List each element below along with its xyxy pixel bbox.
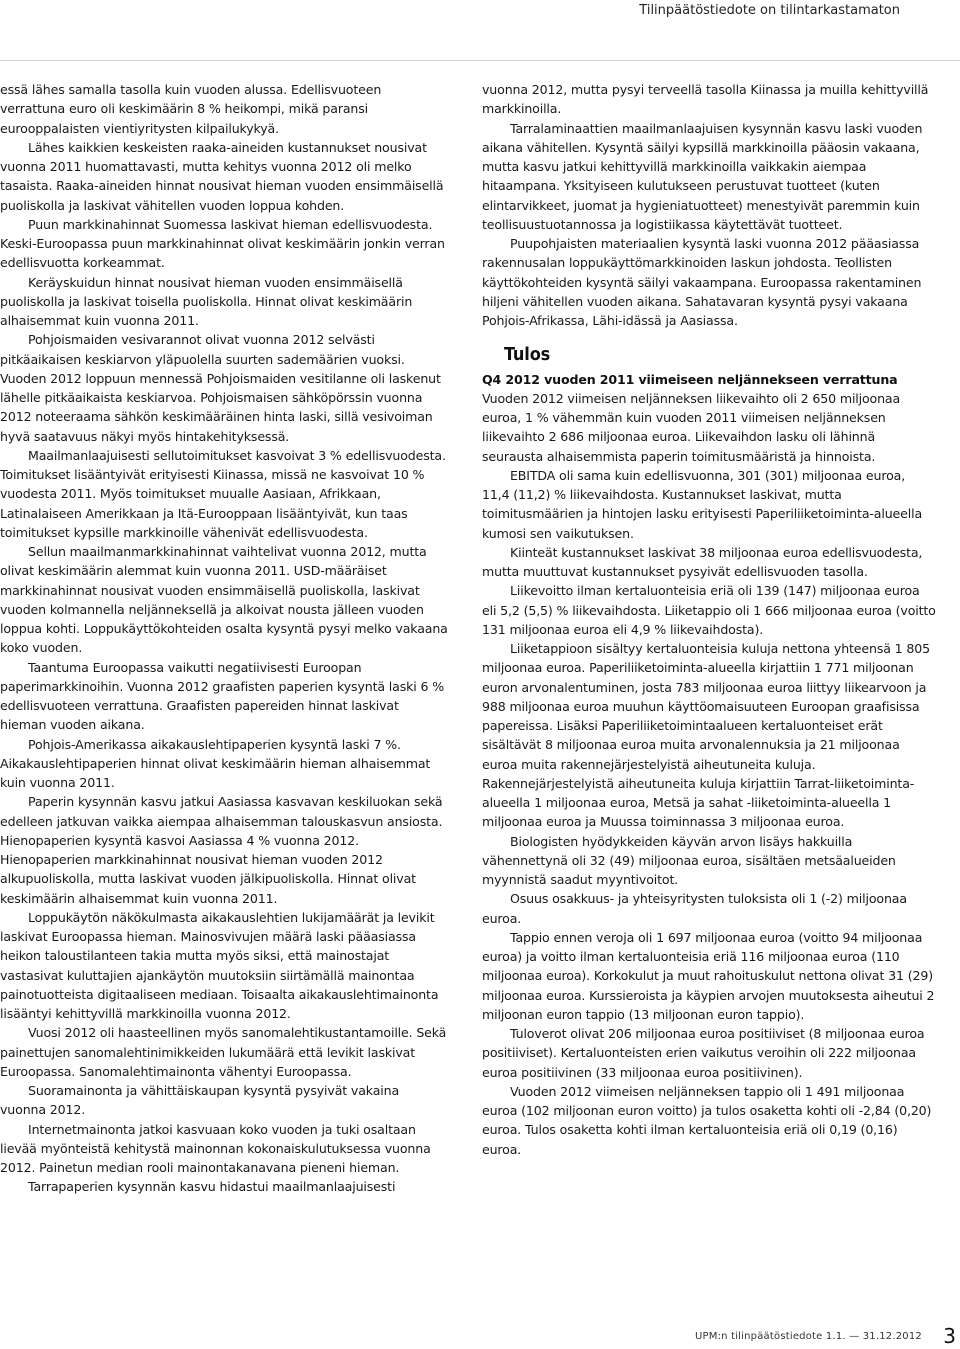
paragraph: Pohjois-Amerikassa aikakauslehtipaperien kysyntä laski 7 %. Aikakauslehtipaperien hinnat olivat keskimäärin hieman alhaisemmat kuin vuonna 2011.: [0, 736, 431, 790]
paragraph: Maailmanlaajuisesti sellutoimitukset kasvoivat 3 % edellisvuodesta. Toimitukset lisääntyivät erityisesti Kiinassa, missä ne kasvoivat 10 % vuodesta 2011. Myös toimitukset muualle Aasiaan, Afrikkaan, Latinalaiseen Amerikkaan ja Itä-Eurooppaan lisääntyivät, kun taas toimitukset kypsille markkinoille vähenivät edellisvuodesta.: [0, 447, 446, 540]
paragraph: Vuoden 2012 viimeisen neljänneksen tappio oli 1 491 miljoonaa euroa (102 miljoonan euron voitto) ja tulos osaketta kohti oli -2,84 (0,20) euroa. Tulos osaketta kohti ilman kertaluonteisia eriä oli 0,19 (0,16) euroa.: [482, 1083, 932, 1157]
paragraph: Liiketappioon sisältyy kertaluonteisia kuluja nettona yhteensä 1 805 miljoonaa euroa. Paperiliiketoiminta-alueella kirjattiin 1 771 miljoonan euron arvonalentuminen, josta 783 miljoonaa euroa liittyy liikearvoon ja 988 miljoonaa euroa muuhun käyttöomaisuuteen Euroopan graafisissa papereissa. Lisäksi Paperiliiketoimintaalueen kertaluonteiset erät sisältävät 8 miljoonaa euroa muita arvonalennuksia ja 21 miljoonaa euroa muita rakennejärjestelyistä aiheutuneita kuluja. Rakennejärjestelyistä aiheutuneita kuluja kirjattiin Tarrat-liiketoiminta-alueella 1 miljoonaa euroa, Metsä ja sahat -liiketoiminta-alueella 1 miljoonaa euroa ja Muussa toiminnassa 3 miljoonaa euroa.: [482, 641, 930, 830]
footer-text: UPM:n tilinpäätöstiedote 1.1. — 31.12.2012: [695, 1331, 922, 1342]
right-column: [482, 80, 936, 1159]
paragraph: Paperin kysynnän kasvu jatkui Aasiassa kasvavan keskiluokan sekä edelleen jatkuvan vaikka aiempaa alhaisemman talouskasvun ansiosta. Hienopaperien kysyntä kasvoi Aasiassa 4 % vuonna 2012. Hienopaperien markkinahinnat nousivat hieman vuoden 2012 alkupuoliskolla, mutta laskivat vuoden jälkipuoliskolla. Hinnat olivat keskimäärin alhaisemmat kuin vuonna 2011.: [0, 794, 443, 906]
paragraph: Taantuma Euroopassa vaikutti negatiivisesti Euroopan paperimarkkinoihin. Vuonna 2012 graafisten paperien kysyntä laski 6 % edellisvuoteen verrattuna. Graafisten papereiden hinnat laskivat hieman vuoden aikana.: [0, 659, 445, 733]
right-column-top-text: [482, 80, 936, 330]
paragraph: Loppukäytön näkökulmasta aikakauslehtien lukijamäärät ja levikit laskivat Euroopassa hieman. Mainosvivujen määrä laski pääasiassa heikon taloustilanteen takia mutta myös siksi, että mainostajat vastasivat kuluttajien ajankäytön muutoksiin siirtämällä mainontaa painotuotteista digitaaliseen mediaan. Toisaalta aikakauslehtimainonta lisääntyi kehittyvillä markkinoilla vuonna 2012.: [0, 909, 439, 1021]
paragraph: Keräyskuidun hinnat nousivat hieman vuoden ensimmäisellä puoliskolla ja laskivat toisella puoliskolla. Hinnat olivat keskimäärin alhaisemmat kuin vuonna 2011.: [0, 274, 413, 328]
paragraph: Tappio ennen veroja oli 1 697 miljoonaa euroa (voitto 94 miljoonaa euroa) ja voitto ilman kertaluonteisia eriä 116 miljoonaa euroa (110 miljoonaa euroa). Korkokulut ja muut rahoituskulut nettona olivat 31 (29) miljoonaa euroa. Kurssieroista ja käypien arvojen muutoksesta aiheutui 2 miljoonan euron tappio (13 miljoonan euron tappio).: [482, 929, 935, 1022]
paragraph: Internetmainonta jatkoi kasvuaan koko vuoden ja tuki osaltaan lievää myönteistä kehitystä mainonnan kokonaiskulutuksessa vuonna 2012. Painetun median rooli mainontakanavana pieneni hieman.: [0, 1121, 431, 1175]
page-number: 3: [943, 1324, 956, 1348]
paragraph: Vuoden 2012 viimeisen neljänneksen liikevaihto oli 2 650 miljoonaa euroa, 1 % vähemmän kuin vuoden 2011 viimeisen neljänneksen liikevaihto 2 686 miljoonaa euroa. Liikevaihdon lasku oli lähinnä seurausta alhaisemmista paperin toimitusmääristä ja hinnoista.: [482, 390, 901, 464]
paragraph: Biologisten hyödykkeiden käyvän arvon lisäys hakkuilla vähennettynä oli 32 (49) miljoonaa euroa, sisältäen metsäalueiden myynnistä saadut myyntivoitot.: [482, 833, 896, 887]
paragraph: Tarrapaperien kysynnän kasvu hidastui maailmanlaajuisesti: [28, 1179, 396, 1195]
paragraph: Vuosi 2012 oli haasteellinen myös sanomalehtikustantamoille. Sekä painettujen sanomalehtinimikkeiden lukumäärä että levikit laskivat Euroopassa. Sanomalehtimainonta vähentyi Euroopassa.: [0, 1025, 447, 1079]
header-title: Tilinpäätöstiedote on tilintarkastamaton: [639, 3, 900, 18]
paragraph: vuonna 2012, mutta pysyi terveellä tasolla Kiinassa ja muilla kehittyvillä markkinoilla.: [482, 82, 929, 117]
section-subtitle: Q4 2012 vuoden 2011 viimeiseen neljännekseen verrattuna: [482, 371, 898, 387]
paragraph: Tarralaminaattien maailmanlaajuisen kysynnän kasvu laski vuoden aikana vähitellen. Kysyntä säilyi kypsillä markkinoilla pääosin vakaana, mutta kasvu jatkui kehittyvillä markkinoilla vaikkakin aiempaa hitaampana. Yksityiseen kulutukseen perustuvat tuotteet (kuten elintarvikkeet, juomat ja hygieniatuotteet) menestyivät paremmin kuin teollisuustuotannossa ja logistiikassa käytettävät tuotteet.: [482, 120, 923, 232]
paragraph: Puun markkinahinnat Suomessa laskivat hieman edellisvuodesta. Keski-Euroopassa puun markkinahinnat olivat keskimäärin jonkin verran edellisvuotta korkeammat.: [0, 216, 445, 271]
page-header: [0, 0, 960, 61]
paragraph: Osuus osakkuus- ja yhteisyritysten tuloksista oli 1 (-2) miljoonaa euroa.: [482, 891, 907, 926]
paragraph: Liikevoitto ilman kertaluonteisia eriä oli 139 (147) miljoonaa euroa eli 5,2 (5,5) % liikevaihdosta. Liiketappio oli 1 666 miljoonaa euroa (voitto 131 miljoonaa euroa eli 4,9 % liikevaihdosta).: [482, 583, 936, 637]
right-column-bottom-text: [482, 389, 936, 1159]
paragraph: Pohjoismaiden vesivarannot olivat vuonna 2012 selvästi pitkäaikaisen keskiarvon yläpuolella suurten sademäärien vuoksi. Vuoden 2012 loppuun mennessä Pohjoismaiden vesitilanne oli laskenut lähelle pitkäaikaista keskiarvoa. Pohjoismaisen sähköpörssin vuonna 2012 noteeraama sähkön keskimääräinen hinta laski, sillä vesivoiman hyvä saatavuus näkyi myös hintakehityksessä.: [0, 332, 441, 444]
paragraph: Suoramainonta ja vähittäiskaupan kysyntä pysyivät vakaina vuonna 2012.: [0, 1083, 400, 1118]
paragraph: essä lähes samalla tasolla kuin vuoden alussa. Edellisvuoteen verrattuna euro oli keskimäärin 8 % heikompi, mikä paransi eurooppalaisten vientiyritysten kilpailukykyä.: [0, 82, 382, 136]
paragraph: Kiinteät kustannukset laskivat 38 miljoonaa euroa edellisvuodesta, mutta muuttuvat kustannukset pysyivät edellisvuoden tasolla.: [482, 544, 923, 579]
left-column: [0, 80, 448, 1197]
paragraph: Tuloverot olivat 206 miljoonaa euroa positiiviset (8 miljoonaa euroa positiiviset). Kertaluonteisten erien vaikutus veroihin oli 222 miljoonaa euroa positiivinen (33 miljoonaa euroa positiivinen).: [482, 1026, 925, 1080]
page-footer: [0, 1315, 960, 1349]
paragraph: Lähes kaikkien keskeisten raaka-aineiden kustannukset nousivat vuonna 2011 huomattavasti, mutta kehitys vuonna 2012 oli melko tasaista. Raaka-aineiden hinnat nousivat hieman vuoden ensimmäisellä puoliskolla ja laskivat vähitellen vuoden loppua kohden.: [0, 139, 444, 213]
section-title: Tulos: [504, 344, 551, 366]
paragraph: Sellun maailmanmarkkinahinnat vaihtelivat vuonna 2012, mutta olivat keskimäärin alemmat kuin vuonna 2011. USD-määräiset markkinahinnat nousivat vuoden ensimmäisellä puoliskolla, laskivat vuoden kolmannella neljänneksellä ja alkoivat nousta jälleen vuoden loppua kohti. Loppukäyttökohteiden osalta kysyntä pysyi melko vakaana koko vuoden.: [0, 544, 448, 656]
paragraph: Puupohjaisten materiaalien kysyntä laski vuonna 2012 pääasiassa rakennusalan loppukäyttömarkkinoiden laskun johdosta. Teollisten käyttökohteiden kysyntä säilyi vakaampana. Euroopassa rakentaminen hiljeni vähitellen vuoden aikana. Sahatavaran kysyntä pysyi vakaana Pohjois-Afrikassa, Lähi-idässä ja Aasiassa.: [482, 236, 922, 328]
paragraph: EBITDA oli sama kuin edellisvuonna, 301 (301) miljoonaa euroa, 11,4 (11,2) % liikevaihdosta. Kustannukset laskivat, mutta toimitusmäärien ja hintojen lasku erityisesti Paperiliiketoiminta-alueella kumosi sen vaikutuksen.: [482, 467, 923, 541]
